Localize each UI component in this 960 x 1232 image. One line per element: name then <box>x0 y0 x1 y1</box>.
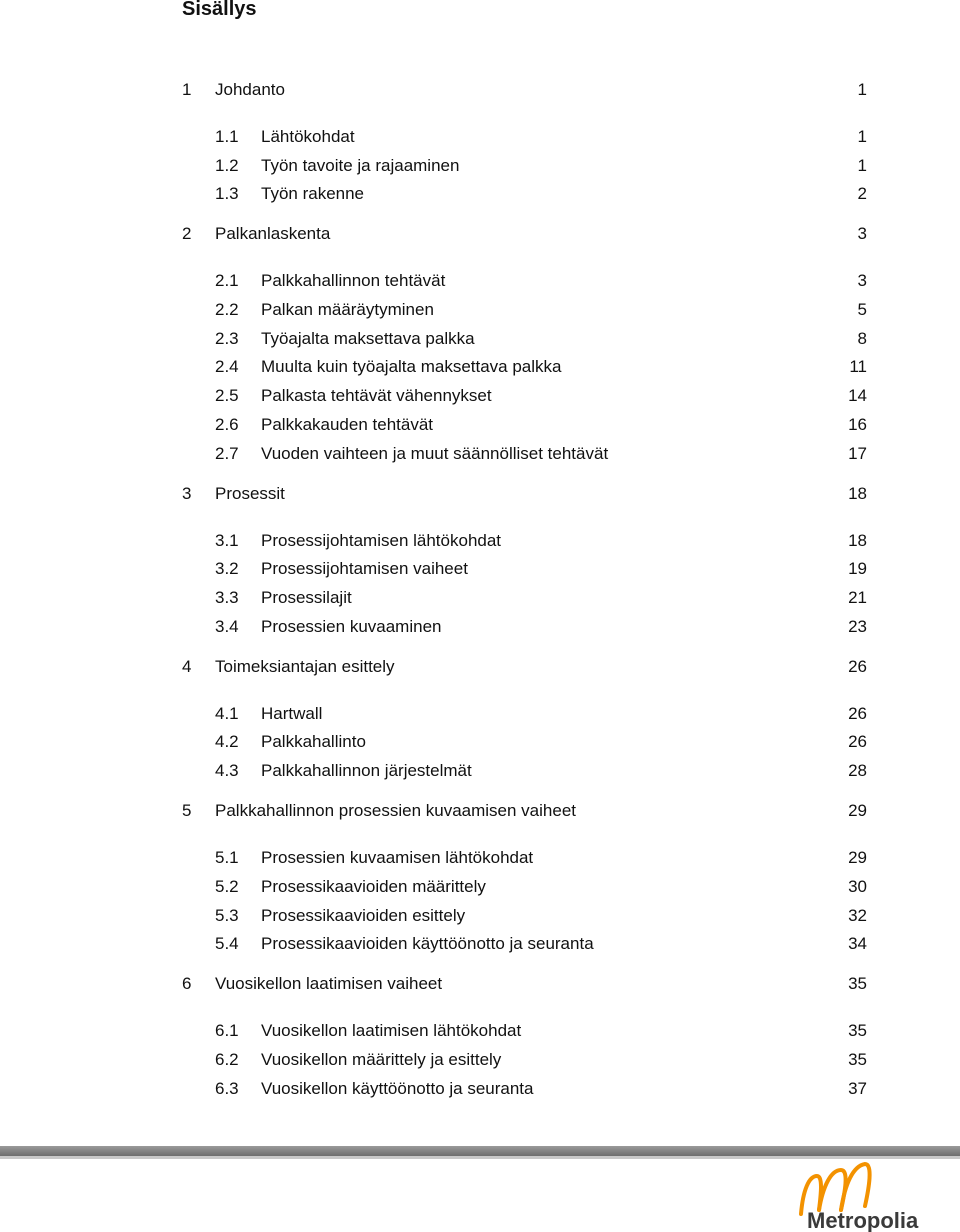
toc-page-number: 35 <box>848 974 867 993</box>
toc-page-number: 23 <box>848 617 867 636</box>
toc-number: 1 <box>182 80 192 99</box>
toc-label: Prosessien kuvaamisen lähtökohdat <box>261 848 534 867</box>
toc-label: Prosessijohtamisen vaiheet <box>261 559 468 578</box>
toc-section-row <box>0 413 960 437</box>
footer-bar <box>0 1146 960 1156</box>
toc-page-number: 26 <box>848 732 867 751</box>
toc-number: 2.7 <box>215 444 239 463</box>
toc-page-number: 1 <box>857 127 867 146</box>
toc-page-number: 5 <box>857 300 867 319</box>
footer-bar-highlight <box>0 1156 960 1159</box>
toc-number: 2.6 <box>215 415 239 434</box>
toc-chapter-row <box>0 78 960 102</box>
toc-number: 6.2 <box>215 1050 239 1069</box>
toc-page-number: 1 <box>857 80 867 99</box>
toc-label: Työajalta maksettava palkka <box>261 329 475 348</box>
toc-section-row <box>0 355 960 379</box>
toc-number: 6.3 <box>215 1079 239 1098</box>
toc-section-row <box>0 615 960 639</box>
toc-label: Palkkahallinnon prosessien kuvaamisen vaiheet <box>215 801 576 820</box>
toc-section-row <box>0 875 960 899</box>
toc-page-number: 28 <box>848 761 867 780</box>
toc-page-number: 32 <box>848 906 867 925</box>
toc-label: Vuoden vaihteen ja muut säännölliset tehtävät <box>261 444 609 463</box>
toc-number: 2.5 <box>215 386 239 405</box>
toc-chapter-row <box>0 972 960 996</box>
toc-label: Palkkahallinnon tehtävät <box>261 271 446 290</box>
toc-page-number: 26 <box>848 657 867 676</box>
toc-label: Prosessikaavioiden esittely <box>261 906 466 925</box>
toc-number: 2.3 <box>215 329 239 348</box>
toc-section-row <box>0 1019 960 1043</box>
toc-number: 2.2 <box>215 300 239 319</box>
toc-number: 3.1 <box>215 531 239 550</box>
toc-number: 5 <box>182 801 192 820</box>
toc-page-number: 11 <box>849 357 867 376</box>
toc-label: Prosessien kuvaaminen <box>261 617 442 636</box>
toc-section-row <box>0 182 960 206</box>
toc-page-number: 3 <box>857 224 867 243</box>
toc-number: 4.1 <box>215 704 239 723</box>
metropolia-logo-icon <box>795 1160 925 1232</box>
toc-page-number: 29 <box>848 801 867 820</box>
toc-chapter-row <box>0 799 960 823</box>
toc-page-number: 3 <box>857 271 867 290</box>
toc-section-row <box>0 846 960 870</box>
toc-page-number: 18 <box>848 484 867 503</box>
toc-page-number: 29 <box>848 848 867 867</box>
toc-page-number: 18 <box>848 531 867 550</box>
toc-label: Prosessilajit <box>261 588 352 607</box>
toc-label: Hartwall <box>261 704 323 723</box>
toc-label: Palkanlaskenta <box>215 224 331 243</box>
toc-section-row <box>0 759 960 783</box>
toc-page-number: 30 <box>848 877 867 896</box>
toc-page-number: 35 <box>848 1050 867 1069</box>
page-title: Sisällys <box>182 0 257 20</box>
toc-number: 5.2 <box>215 877 239 896</box>
toc-label: Vuosikellon laatimisen vaiheet <box>215 974 443 993</box>
toc-number: 5.3 <box>215 906 239 925</box>
toc-section-row <box>0 154 960 178</box>
toc-section-row <box>0 269 960 293</box>
toc-number: 3 <box>182 484 192 503</box>
toc-section-row <box>0 557 960 581</box>
toc-page-number: 16 <box>848 415 867 434</box>
toc-section-row <box>0 384 960 408</box>
toc-number: 3.4 <box>215 617 239 636</box>
toc-page-number: 2 <box>857 184 867 203</box>
toc-number: 1.1 <box>215 127 239 146</box>
toc-section-row <box>0 730 960 754</box>
toc-label: Palkasta tehtävät vähennykset <box>261 386 492 405</box>
toc-page-number: 1 <box>857 156 867 175</box>
toc-number: 4.3 <box>215 761 239 780</box>
toc-label: Palkkahallinto <box>261 732 366 751</box>
toc-section-row <box>0 529 960 553</box>
toc-page-number: 17 <box>848 444 867 463</box>
toc-number: 1.2 <box>215 156 239 175</box>
toc-label: Palkkahallinnon järjestelmät <box>261 761 472 780</box>
toc-page-number: 14 <box>848 386 867 405</box>
toc-number: 1.3 <box>215 184 239 203</box>
toc-label: Vuosikellon määrittely ja esittely <box>261 1050 502 1069</box>
toc-label: Vuosikellon laatimisen lähtökohdat <box>261 1021 522 1040</box>
toc-chapter-row <box>0 482 960 506</box>
toc-number: 2.4 <box>215 357 239 376</box>
toc-number: 3.3 <box>215 588 239 607</box>
toc-label: Vuosikellon käyttöönotto ja seuranta <box>261 1079 534 1098</box>
toc-number: 3.2 <box>215 559 239 578</box>
toc-label: Prosessijohtamisen lähtökohdat <box>261 531 502 550</box>
toc-section-row <box>0 1077 960 1101</box>
toc-page-number: 34 <box>848 934 867 953</box>
toc-number: 6 <box>182 974 192 993</box>
toc-number: 4.2 <box>215 732 239 751</box>
metropolia-logo <box>795 1160 925 1232</box>
toc-label: Toimeksiantajan esittely <box>215 657 395 676</box>
toc-label: Muulta kuin työajalta maksettava palkka <box>261 357 562 376</box>
toc-label: Prosessikaavioiden käyttöönotto ja seuranta <box>261 934 594 953</box>
toc-page-number: 37 <box>848 1079 867 1098</box>
toc-page-number: 26 <box>848 704 867 723</box>
toc-section-row <box>0 1048 960 1072</box>
toc-chapter-row <box>0 222 960 246</box>
toc-label: Prosessikaavioiden määrittely <box>261 877 486 896</box>
toc-number: 2.1 <box>215 271 239 290</box>
toc-label: Työn rakenne <box>261 184 365 203</box>
toc-page-number: 21 <box>848 588 867 607</box>
toc-chapter-row <box>0 655 960 679</box>
toc-label: Lähtökohdat <box>261 127 355 146</box>
toc-section-row <box>0 586 960 610</box>
toc-section-row <box>0 442 960 466</box>
toc-number: 5.4 <box>215 934 239 953</box>
logo-text: Metropolia <box>807 1208 919 1232</box>
toc-label: Työn tavoite ja rajaaminen <box>261 156 460 175</box>
toc-section-row <box>0 327 960 351</box>
toc-page-number: 8 <box>857 329 867 348</box>
toc-page-number: 35 <box>848 1021 867 1040</box>
toc-number: 6.1 <box>215 1021 239 1040</box>
toc-section-row <box>0 125 960 149</box>
logo-swoosh <box>801 1164 870 1214</box>
toc-section-row <box>0 904 960 928</box>
toc-number: 4 <box>182 657 192 676</box>
toc-label: Palkkakauden tehtävät <box>261 415 434 434</box>
toc-section-row <box>0 298 960 322</box>
toc-section-row <box>0 702 960 726</box>
toc-page-number: 19 <box>848 559 867 578</box>
toc-label: Palkan määräytyminen <box>261 300 434 319</box>
toc-label: Prosessit <box>215 484 285 503</box>
toc-number: 2 <box>182 224 192 243</box>
toc-number: 5.1 <box>215 848 239 867</box>
toc-section-row <box>0 932 960 956</box>
toc-label: Johdanto <box>215 80 285 99</box>
